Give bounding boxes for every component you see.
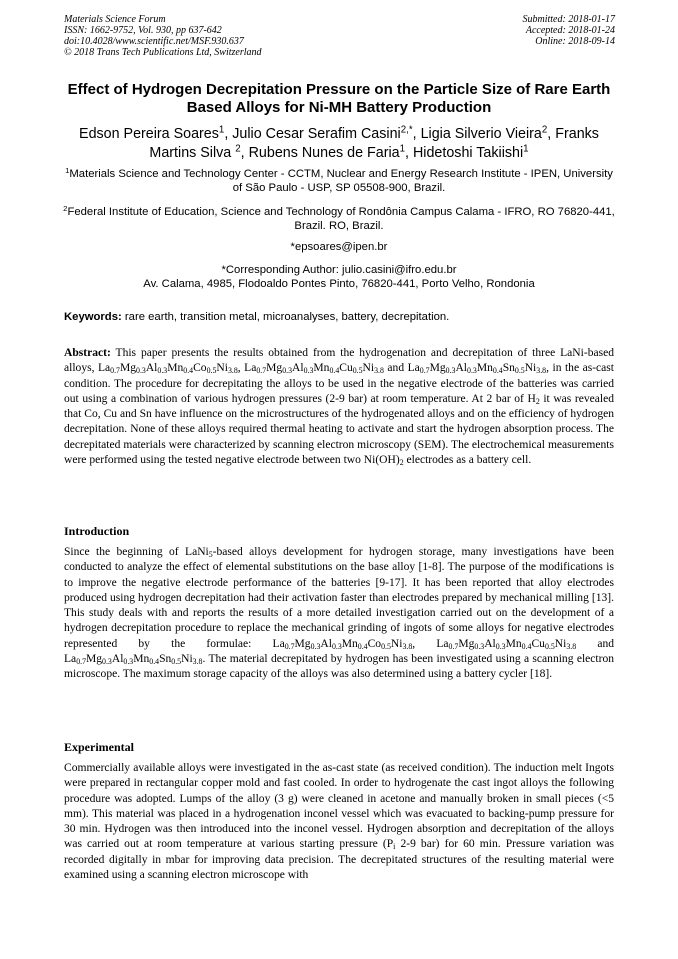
corresponding-author [60, 263, 618, 291]
journal-header-right [523, 14, 616, 47]
author-affiliation-mark: 2 [235, 143, 241, 155]
abstract: Abstract: This paper presents the results obtained from the hydrogenation and decrepitation of three LaNi-based alloys, $La_{0.7}Mg_{0.3}Al_{0.3}Mn_{0.4}Co_{0.5}Ni_{3.8}$, $La_{0.7}Mg_{0.3}Al_{0.3}Mn_{0.4}Cu_{0.5}Ni_{3.8}$ and $La_{0.7}Mg_{0.3}Al_{0.3}Mn_{0.4}Sn_{0.5}Ni_{3.8}$, in the as-cast condition. The procedure for decrepitating the alloys to be used in the negative electrode of the batteries was carried out using a combination of various hydrogen pressures (2-9 bar) at room temperature. At 2 bar of $H_2$ it was revealed that Co, Cu and Sn have influence on the microstructures of the hydrogenated alloys and on the efficiency of hydrogen decrepitation. None of these alloys required thermal heating to activate and start the hydrogen absorption process. The decrepitated materials were characterized by scanning electron microscopy (SEM). The electrochemical measurements were performed using the tested negative electrode between two $Ni(OH)_2$ electrodes as a battery cell. [64, 347, 614, 468]
author-name: Edson Pereira Soares [79, 126, 219, 142]
journal-copyright: © 2018 Trans Tech Publications Ltd, Switzerland [64, 47, 262, 58]
author-name: Franks Martins Silva [149, 126, 599, 161]
date-accepted: Accepted: 2018-01-24 [525, 25, 615, 36]
author-name: Ligia Silverio Vieira [420, 126, 542, 142]
keywords-text: rare earth, transition metal, microanalyses, battery, decrepitation. [121, 311, 450, 323]
author-affiliation-mark: 2 [541, 124, 548, 136]
affiliation-1: $^1$Materials Science and Technology Center - CCTM, Nuclear and Energy Research Institute - IPEN, University of São Paulo - USP, SP 05508-900, Brazil. [65, 165, 613, 194]
author-email: *epsoares@ipen.br [290, 241, 388, 253]
date-online: Online: 2018-09-14 [535, 36, 615, 47]
paper-title: Effect of Hydrogen Decrepitation Pressure on the Particle Size of Rare Earth Based Alloys for Ni-MH Battery Production [67, 81, 611, 116]
journal-header-left [64, 14, 262, 58]
corresponding-address: Av. Calama, 4985, Flodoaldo Pontes Pinto, 76820-441, Porto Velho, Rondonia [143, 278, 535, 290]
author-affiliation-mark: 1 [523, 143, 529, 155]
author-list: Edson Pereira Soares$^1$, Julio Cesar Serafim Casini$^{2,*}$, Ligia Silverio Vieira$^2$, Franks Martins Silva $^2$, Rubens Nunes de Faria$^1$, Hidetoshi Takiishi$^1$ [79, 124, 599, 161]
journal-name: Materials Science Forum [64, 14, 166, 25]
corresponding-email: *Corresponding Author: julio.casini@ifro.edu.br [221, 264, 457, 276]
author-name: Rubens Nunes de Faria [248, 145, 400, 161]
alloy-formula-sn: $La_{0.7}Mg_{0.3}Al_{0.3}Mn_{0.4}Sn_{0.5}Ni_{3.8}$ [64, 653, 203, 667]
keywords [64, 310, 616, 324]
introduction-heading: Introduction [64, 524, 130, 538]
alloy-formula-sn: $La_{0.7}Mg_{0.3}Al_{0.3}Mn_{0.4}Sn_{0.5}Ni_{3.8}$ [407, 362, 547, 376]
date-submitted: Submitted: 2018-01-17 [522, 14, 615, 25]
author-name: Hidetoshi Takiishi [412, 145, 524, 161]
journal-doi: doi:10.4028/www.scientific.net/MSF.930.637 [64, 36, 244, 47]
author-affiliation-mark: 1 [399, 143, 406, 155]
alloy-formula-co: $La_{0.7}Mg_{0.3}Al_{0.3}Mn_{0.4}Co_{0.5}Ni_{3.8}$ [272, 637, 413, 651]
alloy-formula-cu: $La_{0.7}Mg_{0.3}Al_{0.3}Mn_{0.4}Cu_{0.5}Ni_{3.8}$ [436, 637, 577, 651]
author-affiliation-mark: 2,* [400, 124, 413, 136]
abstract-label: Abstract: [64, 347, 111, 359]
experimental-text: Commercially available alloys were investigated in the as-cast state (as received condition). The induction melt Ingots were prepared in rectangular copper mold and fast cooled. In order to hydrogenate the cast ingot alloys the following procedure was adopted. Lumps of the alloy (3 g) were cleaned in acetone and manually broken in small pieces (<5 mm). This material was placed in a hydrogenation inconel vessel which was evacuated to backing-pump pressure for 30 min. Hydrogen was then introduced into the inconel vessel. Hydrogen absorption and decrepitation of the alloys was carried out at room temperature at various starting pressure ($P_i$ 2-9 bar) for 60 min. Pressure variation was recorded digitally in mbar for improving data precision. The decrepitated structures of the resulting material were examined using a scanning electron microscope with [64, 762, 615, 882]
journal-issn: ISSN: 1662-9752, Vol. 930, pp 637-642 [64, 25, 222, 36]
author-name: Julio Cesar Serafim Casini [232, 126, 401, 142]
experimental-heading: Experimental [64, 740, 134, 754]
alloy-formula-co: $La_{0.7}Mg_{0.3}Al_{0.3}Mn_{0.4}Co_{0.5}Ni_{3.8}$ [97, 362, 238, 376]
keywords-label: Keywords: [64, 311, 122, 323]
author-affiliation-mark: 1 [218, 124, 225, 136]
introduction-text: Since the beginning of LaNi$_5$-based alloys development for hydrogen storage, many investigations have been conducted to analyze the effect of elemental substitutions on the base alloy [1-8]. The purpose of the modifications is to improve the negative electrode performance of the batteries [9-17]. It has been reported that alloy electrodes produced using hydrogen decrepitation had their activation faster than electrodes prepared by mechanical milling [13]. This study deals with and reports the results of a more detailed investigation carried out on the development of a hydrogen decrepitation procedure to replace the mechanical grinding of ingots of some alloys for negative electrodes represented by the formulae: $La_{0.7}Mg_{0.3}Al_{0.3}Mn_{0.4}Co_{0.5}Ni_{3.8}$, $La_{0.7}Mg_{0.3}Al_{0.3}Mn_{0.4}Cu_{0.5}Ni_{3.8}$ and $La_{0.7}Mg_{0.3}Al_{0.3}Mn_{0.4}Sn_{0.5}Ni_{3.8}$. The material decrepitated by hydrogen has been investigated using a scanning electron microscope. The maximum storage capacity of the alloys was also determined using a battery cycler [18]. [64, 546, 614, 681]
affiliation-2: $^2$Federal Institute of Education, Science and Technology of Rondônia Campus Calama - IFRO, RO 76820-441, Brazil. RO, Brazil. [63, 203, 615, 232]
alloy-formula-cu: $La_{0.7}Mg_{0.3}Al_{0.3}Mn_{0.4}Cu_{0.5}Ni_{3.8}$ [244, 362, 384, 376]
